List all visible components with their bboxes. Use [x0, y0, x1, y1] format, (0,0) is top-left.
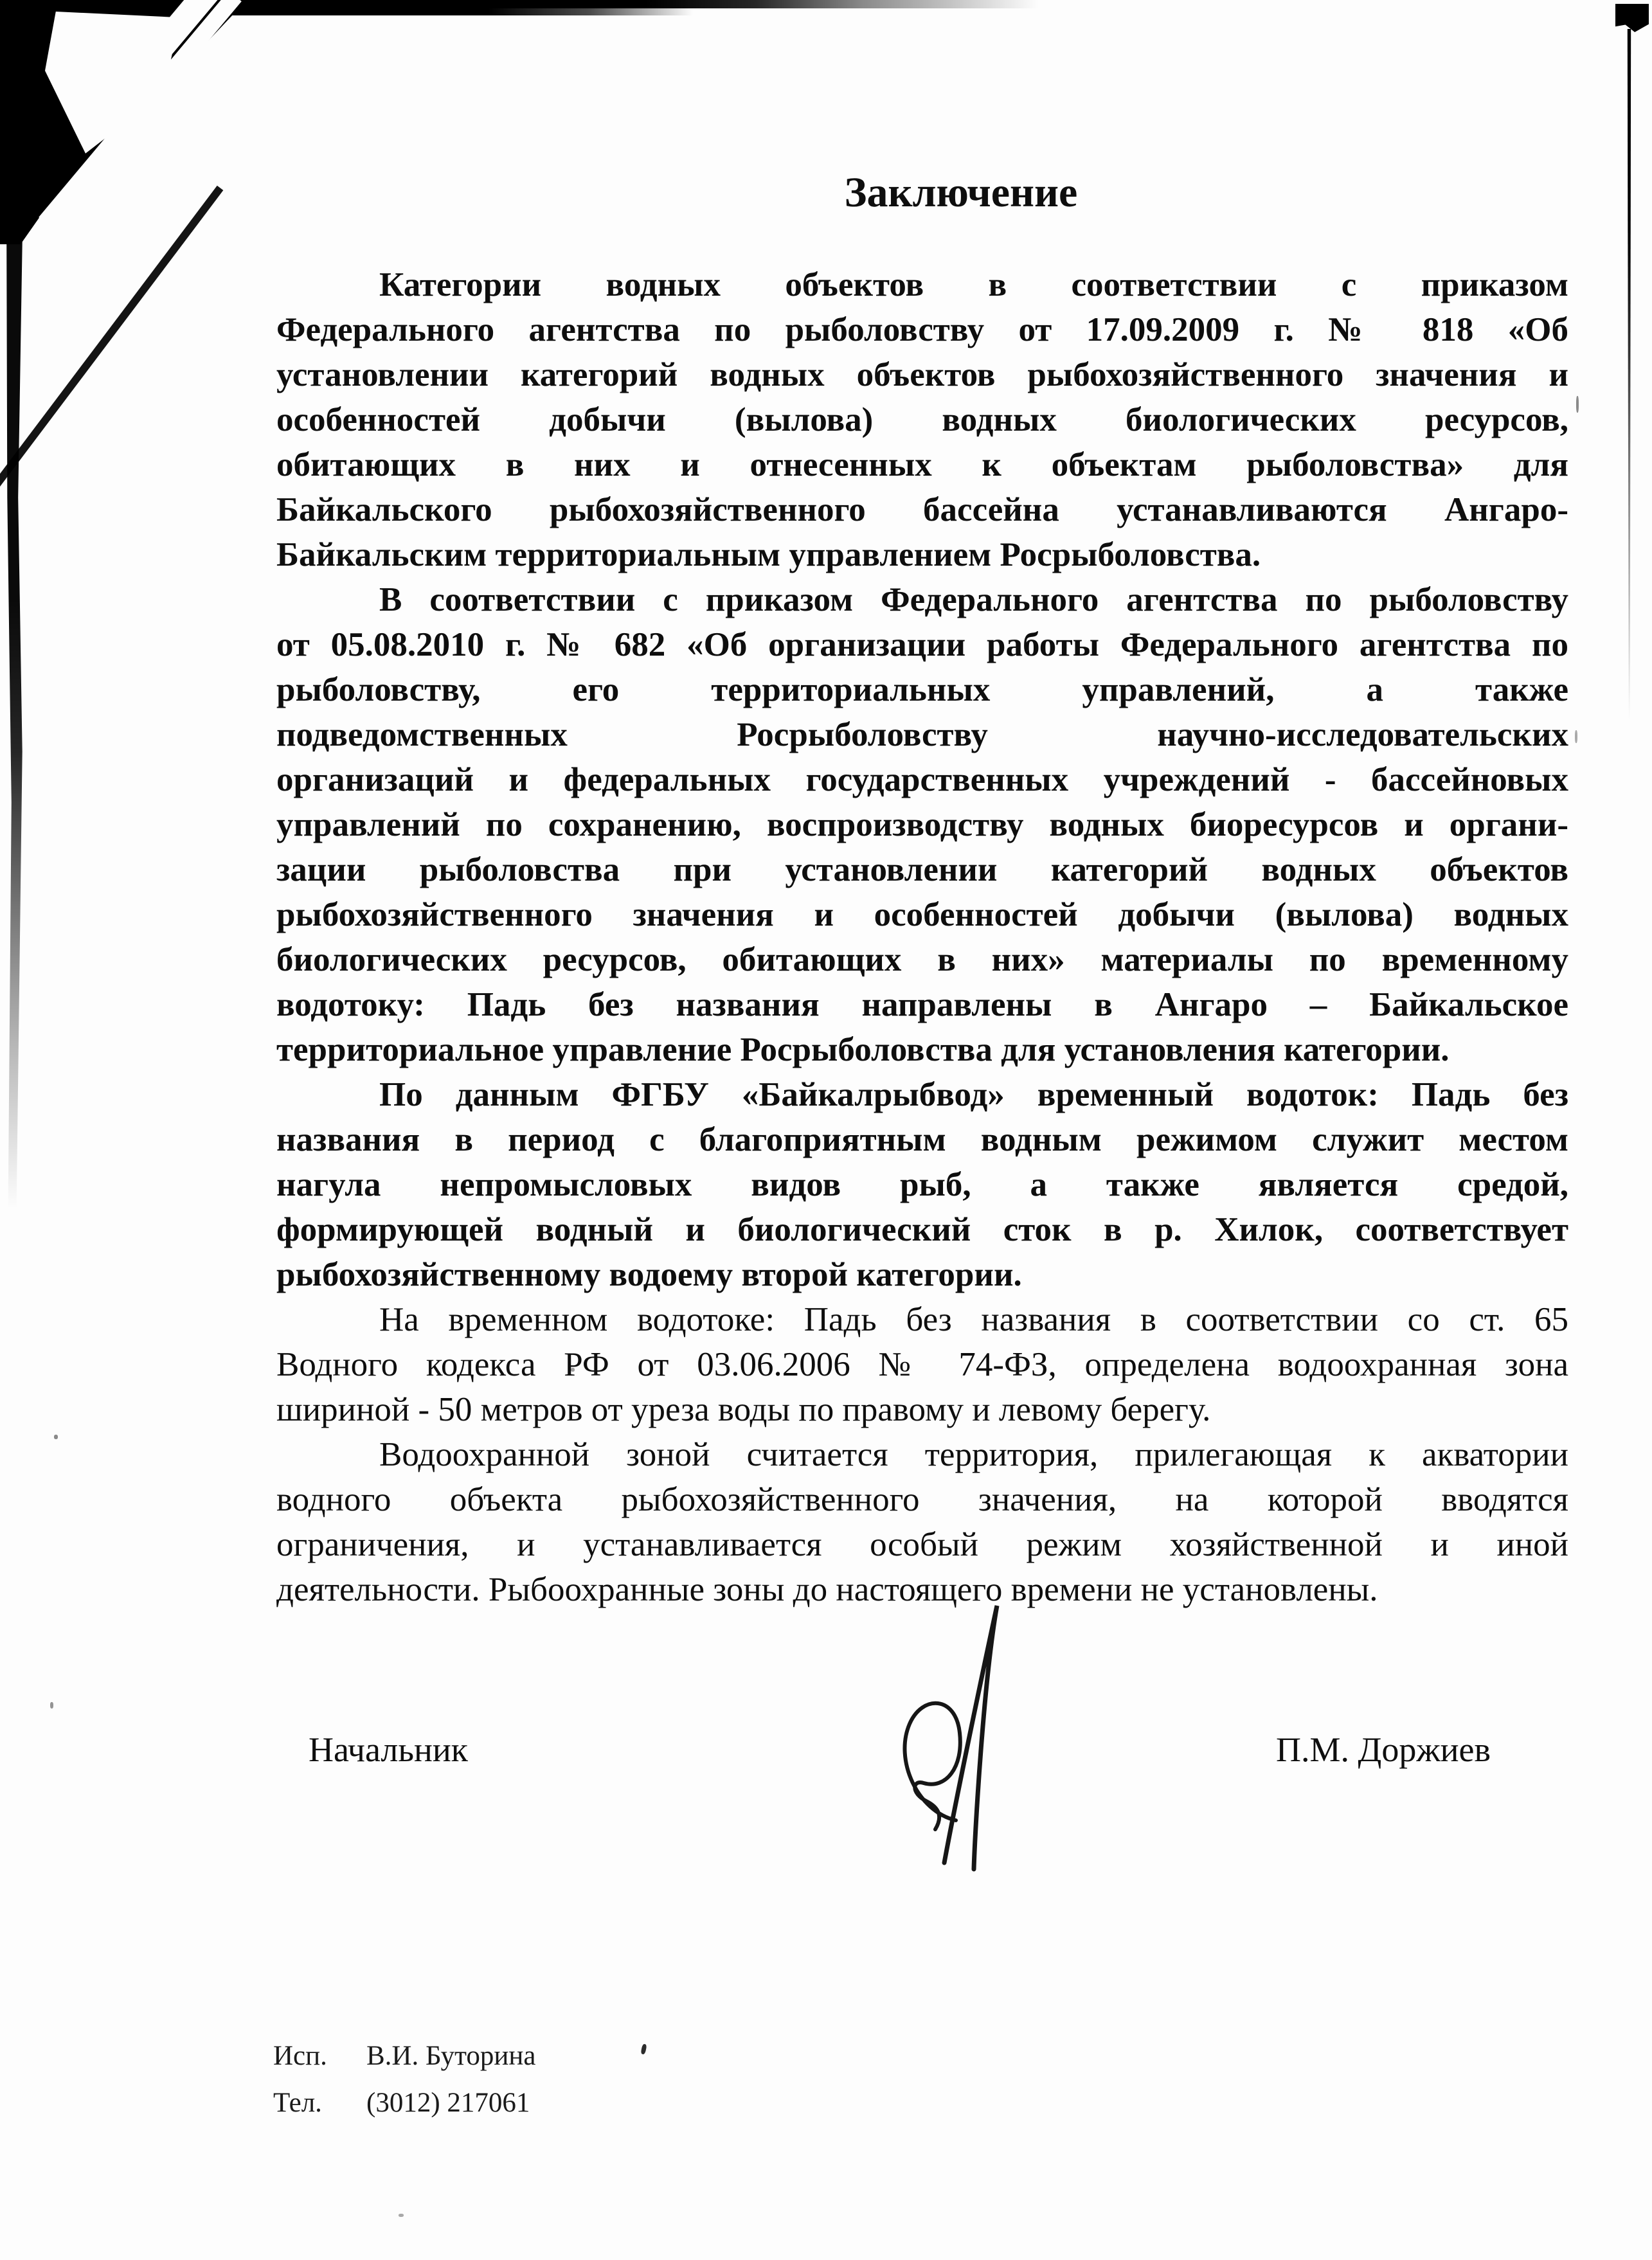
- paragraph-line: Байкальского рыбохозяйственного бассейна устанавливаются Ангаро-: [276, 491, 1568, 528]
- scan-speck: [50, 1702, 53, 1708]
- scan-speck: [54, 1435, 58, 1439]
- paragraph-line: В соответствии с приказом Федерального агентства по рыболовству: [379, 581, 1568, 618]
- paragraph-line: Категории водных объектов в соответствии с приказом: [379, 266, 1568, 303]
- scan-speck: [1576, 396, 1579, 413]
- phone-label: Тел.: [273, 2088, 322, 2118]
- scan-artifact-fold-line: [117, 0, 219, 96]
- paragraph-line: Федерального агентства по рыболовству от 17.09.2009 г. № 818 «Об: [276, 311, 1568, 348]
- paragraph-line: водного объекта рыбохозяйственного значения, на которой вводятся: [276, 1481, 1568, 1518]
- paragraph-line: Водоохранной зоной считается территория, прилегающая к акватории: [379, 1436, 1568, 1473]
- paragraph-line: формирующей водный и биологический сток в р. Хилок, соответствует: [276, 1211, 1568, 1248]
- paragraph: [276, 1072, 1568, 1297]
- document-title: Заключение: [844, 169, 1078, 216]
- paragraph-line: обитающих в них и отнесенных к объектам рыболовства» для: [276, 446, 1568, 483]
- paragraph-line: от 05.08.2010 г. № 682 «Об организации работы Федерального агентства по: [276, 626, 1568, 663]
- paragraph-line: названия в период с благоприятным водным режимом служит местом: [276, 1121, 1568, 1158]
- scan-artifact-top-line: [12, 0, 1104, 8]
- paragraph-line: рыболовству, его территориальных управлений, а также: [276, 671, 1568, 708]
- signatory-role: Начальник: [309, 1730, 469, 1769]
- scan-artifact-fold-line: [0, 186, 223, 508]
- handwritten-signature-icon: [877, 1588, 1032, 1877]
- phone-row: [273, 2079, 535, 2126]
- executor-label: Исп.: [273, 2041, 327, 2071]
- scan-artifact-left-edge-strip: [6, 193, 23, 1208]
- paragraph-line: организаций и федеральных государственных учреждений - бассейновых: [276, 761, 1568, 798]
- paragraph: [276, 577, 1568, 1072]
- paragraph-line: управлений по сохранению, воспроизводству водных биоресурсов и органи-: [276, 806, 1568, 843]
- paragraph-line: биологических ресурсов, обитающих в них» материалы по временному: [276, 941, 1568, 978]
- document-body: [276, 262, 1568, 1612]
- scan-artifact-top-right-mark: [1615, 4, 1649, 32]
- paragraph-line: По данным ФГБУ «Байкалрыбвод» временный водоток: Падь без: [379, 1076, 1568, 1113]
- paragraph-line: Байкальским территориальным управлением Росрыболовства.: [276, 536, 1261, 573]
- paragraph-line: нагула непромысловых видов рыб, а также является средой,: [276, 1166, 1568, 1203]
- paragraph-line: рыбохозяйственному водоему второй категории.: [276, 1256, 1022, 1293]
- paragraph: [276, 1297, 1568, 1432]
- paragraph-line: рыбохозяйственного значения и особенностей добычи (вылова) водных: [276, 896, 1568, 933]
- executor-row: [273, 2032, 535, 2079]
- scan-artifact-corner-wedge: [45, 12, 180, 159]
- paragraph-line: Водного кодекса РФ от 03.06.2006 № 74-ФЗ, определена водоохранная зона: [276, 1346, 1568, 1383]
- scan-artifact-top-right-tail: [1626, 29, 1632, 749]
- paragraph-line: особенностей добычи (вылова) водных биологических ресурсов,: [276, 401, 1568, 438]
- paragraph-line: водотоку: Падь без названия направлены в Ангаро – Байкальское: [276, 986, 1568, 1023]
- phone-value: (3012) 217061: [366, 2088, 530, 2118]
- scan-speck: [1575, 730, 1577, 743]
- scan-speck: [399, 2214, 404, 2217]
- paragraph-line: шириной - 50 метров от уреза воды по правому и левому берегу.: [276, 1391, 1211, 1428]
- paragraph-line: ограничения, и устанавливается особый режим хозяйственной и иной: [276, 1526, 1568, 1563]
- executor-name: В.И. Буторина: [366, 2041, 536, 2071]
- paragraph-line: подведомственных Росрыболовству научно-исследовательских: [276, 716, 1568, 753]
- paragraph-line: установлении категорий водных объектов рыбохозяйственного значения и: [276, 356, 1568, 393]
- paragraph: [276, 1432, 1568, 1612]
- document-footer: [273, 2032, 535, 2126]
- paragraph-line: На временном водотоке: Падь без названия в соответствии со ст. 65: [379, 1301, 1568, 1338]
- paragraph-line: деятельности. Рыбоохранные зоны до настоящего времени не установлены.: [276, 1571, 1378, 1608]
- signatory-name: П.М. Доржиев: [1276, 1730, 1491, 1769]
- scan-artifact-corner-blob: [0, 0, 257, 244]
- scan-speck: [640, 2043, 647, 2054]
- scan-artifact-fold-line: [39, 0, 242, 228]
- scan-artifact-top-line: [12, 0, 693, 15]
- paragraph-line: зации рыболовства при установлении категорий водных объектов: [276, 851, 1568, 888]
- paragraph-line: территориальное управление Росрыболовства для установления категории.: [276, 1031, 1450, 1068]
- paragraph: [276, 262, 1568, 577]
